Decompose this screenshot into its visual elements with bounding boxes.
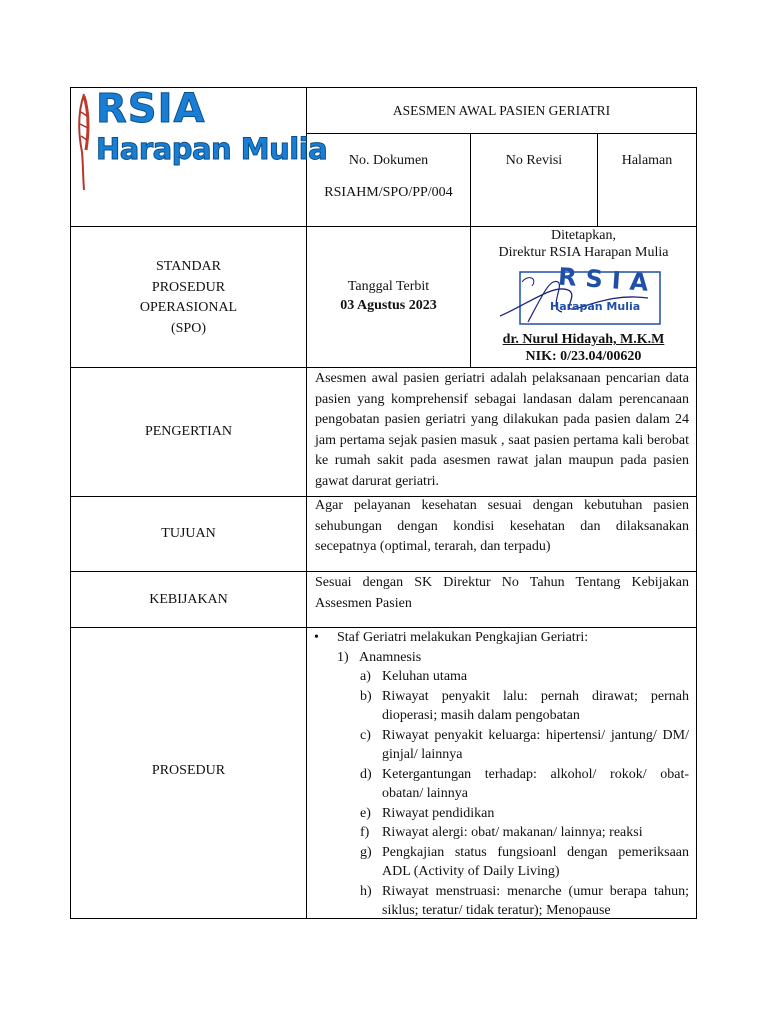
spo-line-3: OPERASIONAL bbox=[139, 300, 238, 315]
logo-text-rsia: RSIA bbox=[96, 86, 206, 132]
item-letter: d) bbox=[360, 766, 372, 782]
list-item bbox=[360, 765, 689, 804]
prosedur-item-list bbox=[360, 667, 689, 918]
item-letter: f) bbox=[360, 825, 370, 840]
item-text: Riwayat alergi: obat/ makanan/ lainnya; reaksi bbox=[382, 825, 643, 840]
no-dokumen-value: RSIAHM/SPO/PP/004 bbox=[324, 185, 453, 200]
list-item bbox=[360, 823, 689, 843]
item-letter: c) bbox=[360, 727, 371, 743]
list-item bbox=[360, 726, 689, 765]
no-revisi-label: No Revisi bbox=[505, 153, 563, 168]
prosedur-bullet: • bbox=[314, 630, 319, 645]
list-item bbox=[360, 843, 689, 882]
item-letter: b) bbox=[360, 688, 372, 704]
item-letter: a) bbox=[360, 669, 371, 684]
item-text: Riwayat penyakit lalu: pernah dirawat; pernah dioperasi; masih dalam pengobatan bbox=[382, 688, 689, 723]
stamp-text-rsia: RSIA bbox=[557, 262, 659, 298]
pengertian-label: PENGERTIAN bbox=[144, 424, 233, 439]
no-dokumen-label: No. Dokumen bbox=[348, 153, 429, 168]
title-row-divider bbox=[306, 133, 697, 134]
list-item bbox=[360, 667, 689, 687]
item-text: Riwayat pendidikan bbox=[382, 805, 495, 821]
item-letter: e) bbox=[360, 805, 371, 821]
table-border-right bbox=[696, 87, 697, 919]
document-title: ASESMEN AWAL PASIEN GERIATRI bbox=[392, 102, 611, 118]
item-text: Ketergantungan terhadap: alkohol/ rokok/ obat-obatan/ lainnya bbox=[382, 766, 689, 801]
halaman-label: Halaman bbox=[621, 153, 673, 168]
item-text: Riwayat penyakit keluarga: hipertensi/ jantung/ DM/ ginjal/ lainnya bbox=[382, 727, 689, 762]
list-item bbox=[360, 804, 689, 824]
feather-icon bbox=[76, 92, 92, 192]
stamp-text-name: Harapan Mulia bbox=[550, 300, 641, 313]
item-text: Pengkajian status fungsioanl dengan pemeriksaan ADL (Activity of Daily Living) bbox=[382, 844, 689, 879]
pengertian-text: Asesmen awal pasien geriatri adalah pelaksanaan pencarian data pasien yang komprehensif sebagai landasan dalam perencanaan pengobatan pasien geriatri yang dilakukan pada pasien dalam 24 jam pertama sejak pasien masuk , saat pasien pertama kali berobat ke rumah sakit pada asesmen rawat jalan maupun pada pasien gawat darurat geriatri. bbox=[315, 371, 689, 489]
signer-name: dr. Nurul Hidayah, M.K.M bbox=[502, 332, 665, 347]
kebijakan-text: Sesuai dengan SK Direktur No Tahun Tentang Kebijakan Assesmen Pasien bbox=[315, 575, 689, 611]
list-item bbox=[360, 882, 689, 919]
prosedur-bullet-text: Staf Geriatri melakukan Pengkajian Geriatri: bbox=[337, 630, 589, 645]
prosedur-label: PROSEDUR bbox=[151, 763, 226, 778]
spo-line-2: PROSEDUR bbox=[151, 279, 226, 295]
prosedur-content bbox=[307, 628, 696, 918]
prosedur-sub1-text: Anamnesis bbox=[359, 649, 422, 665]
tanggal-terbit-value: 03 Agustus 2023 bbox=[340, 298, 437, 313]
halaman-divider bbox=[597, 133, 598, 226]
signer-nik: NIK: 0/23.04/00620 bbox=[525, 349, 642, 364]
prosedur-sub1-number: 1) bbox=[337, 649, 349, 665]
table-border-bottom bbox=[70, 918, 697, 919]
tujuan-text: Agar pelayanan kesehatan sesuai dengan kebutuhan pasien sehubungan dengan kondisi kesehatan dan dilaksanakan secepatnya (optimal, terarah, dan terpadu) bbox=[315, 498, 689, 554]
direktur-label: Direktur RSIA Harapan Mulia bbox=[498, 245, 669, 260]
item-text: Keluhan utama bbox=[382, 669, 468, 684]
logo-text-name: Harapan Mulia bbox=[96, 132, 328, 166]
kebijakan-label: KEBIJAKAN bbox=[149, 591, 228, 607]
item-text: Riwayat menstruasi: menarche (umur berapa tahun; siklus; teratur/ tidak teratur); Menopause bbox=[382, 883, 689, 918]
tujuan-label: TUJUAN bbox=[161, 526, 216, 541]
spo-line-4: (SPO) bbox=[170, 320, 206, 336]
item-letter: h) bbox=[360, 883, 372, 899]
hospital-logo bbox=[74, 86, 328, 222]
revisi-divider bbox=[470, 133, 471, 226]
spo-title bbox=[71, 257, 306, 339]
list-item bbox=[360, 687, 689, 726]
tanggal-terbit-label: Tanggal Terbit bbox=[347, 279, 430, 294]
hospital-stamp bbox=[498, 264, 666, 328]
ditetapkan-label: Ditetapkan, bbox=[551, 228, 616, 243]
spo-line-1: STANDAR bbox=[156, 259, 221, 274]
item-letter: g) bbox=[360, 844, 372, 860]
